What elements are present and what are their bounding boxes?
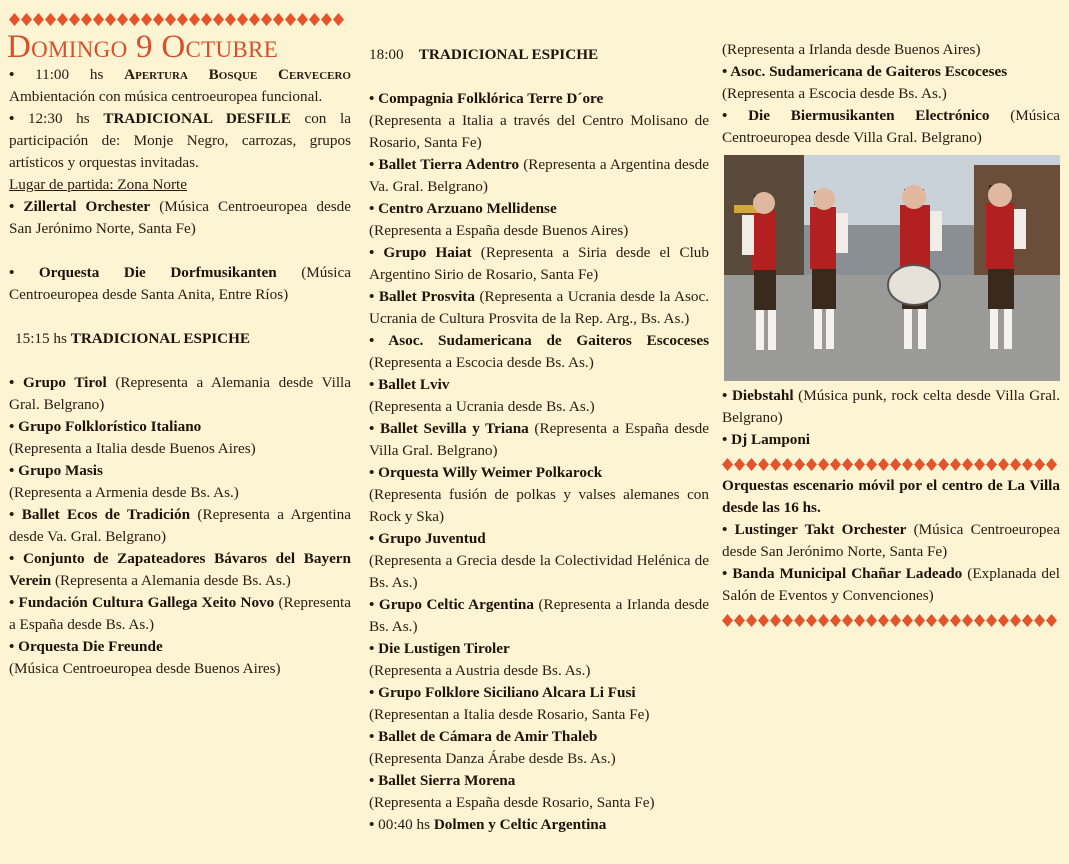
item-name: Lustinger Takt Orchester [734, 521, 907, 538]
diamond-ornament [1046, 614, 1057, 627]
item-desc: (Música Centroeuropea desde San Jerónimo Norte, Santa Fe) [9, 198, 351, 237]
diamond-ornament [141, 13, 152, 26]
item-desc: (Representa a Argentina desde Va. Gral. Belgrano) [369, 156, 709, 195]
diamond-ornament [974, 458, 985, 471]
diamond-ornament [1010, 614, 1021, 627]
list-item [369, 770, 709, 814]
diamond-ornament [986, 614, 997, 627]
event-desc: con la participación de: Monje Negro, carrozas, grupos artísticos y orquestas invitadas. [9, 110, 351, 171]
diamond-ornament [129, 13, 140, 26]
diamond-ornament [938, 458, 949, 471]
list-item [369, 88, 709, 154]
diamond-ornament [890, 458, 901, 471]
list-item [9, 592, 351, 636]
item-desc: (Representa Danza Árabe desde Bs. As.) [369, 750, 616, 767]
diamond-ornament [962, 458, 973, 471]
item-desc: (Representa a Irlanda desde Bs. As.) [369, 596, 709, 635]
item-desc: (Representa a Italia a través del Centro Molisano de Rosario, Santa Fe) [369, 112, 709, 151]
list-item [369, 198, 709, 242]
diamond-ornament [237, 13, 248, 26]
event-title: TRADICIONAL ESPICHE [418, 46, 599, 63]
list-item [369, 528, 709, 594]
diamond-ornament [878, 614, 889, 627]
item-desc: (Representa a Siria desde el Club Argentino Sirio de Rosario, Santa Fe) [369, 244, 709, 283]
diamond-ornament [746, 458, 757, 471]
diamond-ornament [722, 458, 733, 471]
spacer [369, 66, 709, 88]
item-desc: (Explanada del Salón de Eventos y Convenciones) [722, 565, 1060, 604]
event-time: 11:00 hs [35, 66, 104, 83]
diamond-ornament [890, 614, 901, 627]
diamond-ornament [902, 458, 913, 471]
column-left [9, 0, 351, 680]
diamond-ornament [9, 13, 20, 26]
diamond-ornament [926, 458, 937, 471]
diamond-ornament [285, 13, 296, 26]
diamond-ornament [153, 13, 164, 26]
diamond-ornament [770, 614, 781, 627]
item-desc: (Representa a Italia desde Buenos Aires) [9, 440, 256, 457]
item-desc: (Representa a Escocia desde Bs. As.) [369, 354, 594, 371]
event-title: Apertura Bosque Cervecero [124, 66, 351, 83]
list-item [369, 242, 709, 286]
list-item [369, 726, 709, 770]
diamond-ornament [866, 614, 877, 627]
item-name: Grupo Celtic Argentina [378, 596, 534, 613]
event-apertura [9, 64, 351, 108]
list-item [369, 330, 709, 374]
diamond-ornament [734, 614, 745, 627]
diamond-ornament [81, 13, 92, 26]
diamond-ornament [842, 458, 853, 471]
list-item [9, 416, 351, 460]
item-desc: (Representa a Ucrania desde Bs. As.) [369, 398, 595, 415]
diamond-ornament [878, 458, 889, 471]
list-item [722, 429, 1060, 451]
diamond-ornament [1010, 458, 1021, 471]
list-item [369, 638, 709, 682]
diamond-border-top-left [9, 10, 354, 30]
column-right [722, 0, 1060, 631]
diamond-ornament [722, 614, 733, 627]
item-desc: (Representa a España desde Rosario, Santa Fe) [369, 794, 655, 811]
list-item [722, 385, 1060, 429]
diamond-ornament [806, 614, 817, 627]
item-desc: (Representa a Armenia desde Bs. As.) [9, 484, 239, 501]
diamond-ornament [57, 13, 68, 26]
diamond-ornament [782, 458, 793, 471]
diamond-ornament [333, 13, 344, 26]
item-desc: (Música punk, rock celta desde Villa Gral. Belgrano) [722, 387, 1060, 426]
item-name: Compagnia Folklórica Terre D´ore [378, 90, 604, 107]
diamond-ornament [914, 458, 925, 471]
diamond-ornament [165, 13, 176, 26]
item-desc: (Representa a Alemania desde Villa Gral. Belgrano) [9, 374, 352, 413]
diamond-border-mid-right [722, 455, 1064, 475]
column-middle [369, 0, 709, 836]
list-item [9, 460, 351, 504]
diamond-ornament [794, 458, 805, 471]
list-item [9, 636, 351, 680]
item-name: Diebstahl [731, 387, 794, 404]
diamond-ornament [854, 614, 865, 627]
item-name: Fundación Cultura Gallega Xeito Novo [18, 594, 275, 611]
diamond-ornament [1022, 458, 1033, 471]
item-name: Ballet Tierra Adentro [378, 156, 520, 173]
item-desc: (Representa a España desde Villa Gral. Belgrano) [369, 420, 709, 459]
diamond-ornament [950, 614, 961, 627]
event-time: 18:00 [369, 46, 404, 63]
item-name: Orquesta Willy Weimer Polkarock [378, 464, 603, 481]
item-name: Ballet Lviv [378, 376, 450, 393]
diamond-ornament [177, 13, 188, 26]
event-last [369, 814, 709, 836]
list-item [9, 262, 351, 306]
diamond-ornament [321, 13, 332, 26]
item-desc: (Representa a Grecia desde la Colectividad Helénica de Bs. As.) [369, 552, 709, 591]
diamond-ornament [782, 614, 793, 627]
section-heading-espiche-18 [369, 44, 709, 66]
event-time: 12:30 hs [27, 110, 90, 127]
diamond-ornament [818, 458, 829, 471]
item-name: Die Lustigen Tiroler [378, 640, 510, 657]
diamond-ornament [866, 458, 877, 471]
item-desc: (Representa a Ucrania desde la Asoc. Ucrania de Cultura Prosvita de la Rep. Arg., Bs. As.) [369, 288, 709, 327]
list-item [9, 196, 351, 240]
item-name: Dj Lamponi [731, 431, 811, 448]
continued-line: (Representa a Irlanda desde Buenos Aires) [722, 41, 981, 58]
list-item [722, 519, 1060, 563]
diamond-ornament [926, 614, 937, 627]
list-item [9, 548, 351, 592]
event-title: TRADICIONAL DESFILE [103, 110, 291, 127]
item-desc: (Representan a Italia desde Rosario, Santa Fe) [369, 706, 650, 723]
diamond-ornament [93, 13, 104, 26]
list-item [9, 372, 351, 416]
diamond-ornament [117, 13, 128, 26]
item-name: Grupo Haiat [383, 244, 472, 261]
item-name: Grupo Folklore Siciliano Alcara Li Fusi [378, 684, 636, 701]
spacer [9, 306, 351, 328]
diamond-ornament [854, 458, 865, 471]
item-desc: (Representa a España desde Bs. As.) [9, 594, 351, 633]
spacer [9, 350, 351, 372]
diamond-ornament [974, 614, 985, 627]
item-name: Ballet Sevilla y Triana [379, 420, 529, 437]
item-desc: (Música Centroeuropea desde San Jerónimo Norte, Santa Fe) [722, 521, 1060, 560]
item-name: Grupo Juventud [378, 530, 486, 547]
diamond-ornament [273, 13, 284, 26]
diamond-ornament [105, 13, 116, 26]
item-desc: (Representa a Alemania desde Bs. As.) [54, 572, 291, 589]
espiche-list [369, 88, 709, 814]
diamond-ornament [746, 614, 757, 627]
diamond-ornament [261, 13, 272, 26]
diamond-ornament [189, 13, 200, 26]
diamond-ornament [842, 614, 853, 627]
diamond-ornament [986, 458, 997, 471]
diamond-ornament [998, 458, 1009, 471]
diamond-ornament [758, 614, 769, 627]
list-item [369, 418, 709, 462]
diamond-ornament [830, 458, 841, 471]
item-desc: (Música Centroeuropea desde Santa Anita, Entre Ríos) [9, 264, 351, 303]
item-name: Die Biermusikanten Electrónico [748, 107, 990, 124]
list-item [369, 682, 709, 726]
page-title: Domingo 9 Octubre [7, 29, 279, 65]
diamond-ornament [201, 13, 212, 26]
item-name: Grupo Folklorístico Italiano [18, 418, 202, 435]
diamond-ornament [794, 614, 805, 627]
diamond-ornament [1034, 614, 1045, 627]
event-place: Lugar de partida: Zona Norte [9, 176, 187, 193]
list-item [722, 563, 1060, 607]
item-desc: (Representa a Escocia desde Bs. As.) [722, 85, 947, 102]
event-title: Dolmen y Celtic Argentina [433, 816, 607, 833]
item-name: Asoc. Sudamericana de Gaiteros Escoceses [388, 332, 709, 349]
diamond-ornament [33, 13, 44, 26]
list-item [369, 286, 709, 330]
item-desc: (Representa a España desde Buenos Aires) [369, 222, 629, 239]
list-item [722, 105, 1060, 149]
event-desfile [9, 108, 351, 174]
diamond-ornament [225, 13, 236, 26]
diamond-ornament [213, 13, 224, 26]
item-name: Ballet Sierra Morena [378, 772, 516, 789]
diamond-ornament [998, 614, 1009, 627]
item-name: Grupo Masis [18, 462, 103, 479]
diamond-ornament [297, 13, 308, 26]
item-name: Grupo Tirol [22, 374, 107, 391]
diamond-ornament [902, 614, 913, 627]
event-desc: Ambientación con música centroeuropea funcional. [9, 88, 323, 105]
diamond-ornament [21, 13, 32, 26]
item-name: Banda Municipal Chañar Ladeado [732, 565, 963, 582]
diamond-ornament [962, 614, 973, 627]
diamond-ornament [950, 458, 961, 471]
list-item [9, 504, 351, 548]
diamond-ornament [1034, 458, 1045, 471]
item-name: Ballet Prosvita [378, 288, 475, 305]
diamond-ornament [830, 614, 841, 627]
parade-photo [724, 155, 1060, 381]
event-title: TRADICIONAL ESPICHE [70, 330, 251, 347]
spacer [9, 240, 351, 262]
event-time: 15:15 hs [15, 330, 67, 347]
diamond-border-bottom-right [722, 611, 1064, 631]
section-heading-movil [722, 475, 1060, 519]
diamond-ornament [69, 13, 80, 26]
diamond-ornament [758, 458, 769, 471]
diamond-ornament [249, 13, 260, 26]
list-item [369, 374, 709, 418]
item-name: Conjunto de Zapateadores Bávaros del Bayern Verein [9, 550, 351, 589]
item-name: Zillertal Orchester [23, 198, 151, 215]
diamond-ornament [770, 458, 781, 471]
diamond-ornament [734, 458, 745, 471]
diamond-ornament [1046, 458, 1057, 471]
item-name: Ballet Ecos de Tradición [21, 506, 191, 523]
item-desc: (Música Centroeuropea desde Villa Gral. Belgrano) [722, 107, 1060, 146]
item-name: Ballet de Cámara de Amir Thaleb [378, 728, 598, 745]
item-name: Orquesta Die Freunde [18, 638, 163, 655]
item-desc: (Representa a Austria desde Bs. As.) [369, 662, 591, 679]
list-item [369, 462, 709, 528]
diamond-ornament [309, 13, 320, 26]
diamond-ornament [45, 13, 56, 26]
list-item [722, 61, 1060, 105]
section-heading-espiche [9, 328, 351, 350]
event-time: 00:40 hs [378, 816, 431, 833]
section-title: Orquestas escenario móvil por el centro de La Villa desde las 16 hs. [722, 477, 1060, 516]
item-desc: (Representa fusión de polkas y valses alemanes con Rock y Ska) [369, 486, 709, 525]
diamond-ornament [938, 614, 949, 627]
diamond-ornament [914, 614, 925, 627]
item-name: Asoc. Sudamericana de Gaiteros Escoceses [730, 63, 1008, 80]
diamond-ornament [818, 614, 829, 627]
list-item [369, 594, 709, 638]
diamond-ornament [806, 458, 817, 471]
item-desc: (Representa a Argentina desde Va. Gral. Belgrano) [9, 506, 351, 545]
list-item [369, 154, 709, 198]
diamond-ornament [1022, 614, 1033, 627]
item-name: Centro Arzuano Mellidense [378, 200, 557, 217]
item-name: Orquesta Die Dorfmusikanten [38, 264, 277, 281]
item-desc: (Música Centroeuropea desde Buenos Aires) [9, 660, 281, 677]
